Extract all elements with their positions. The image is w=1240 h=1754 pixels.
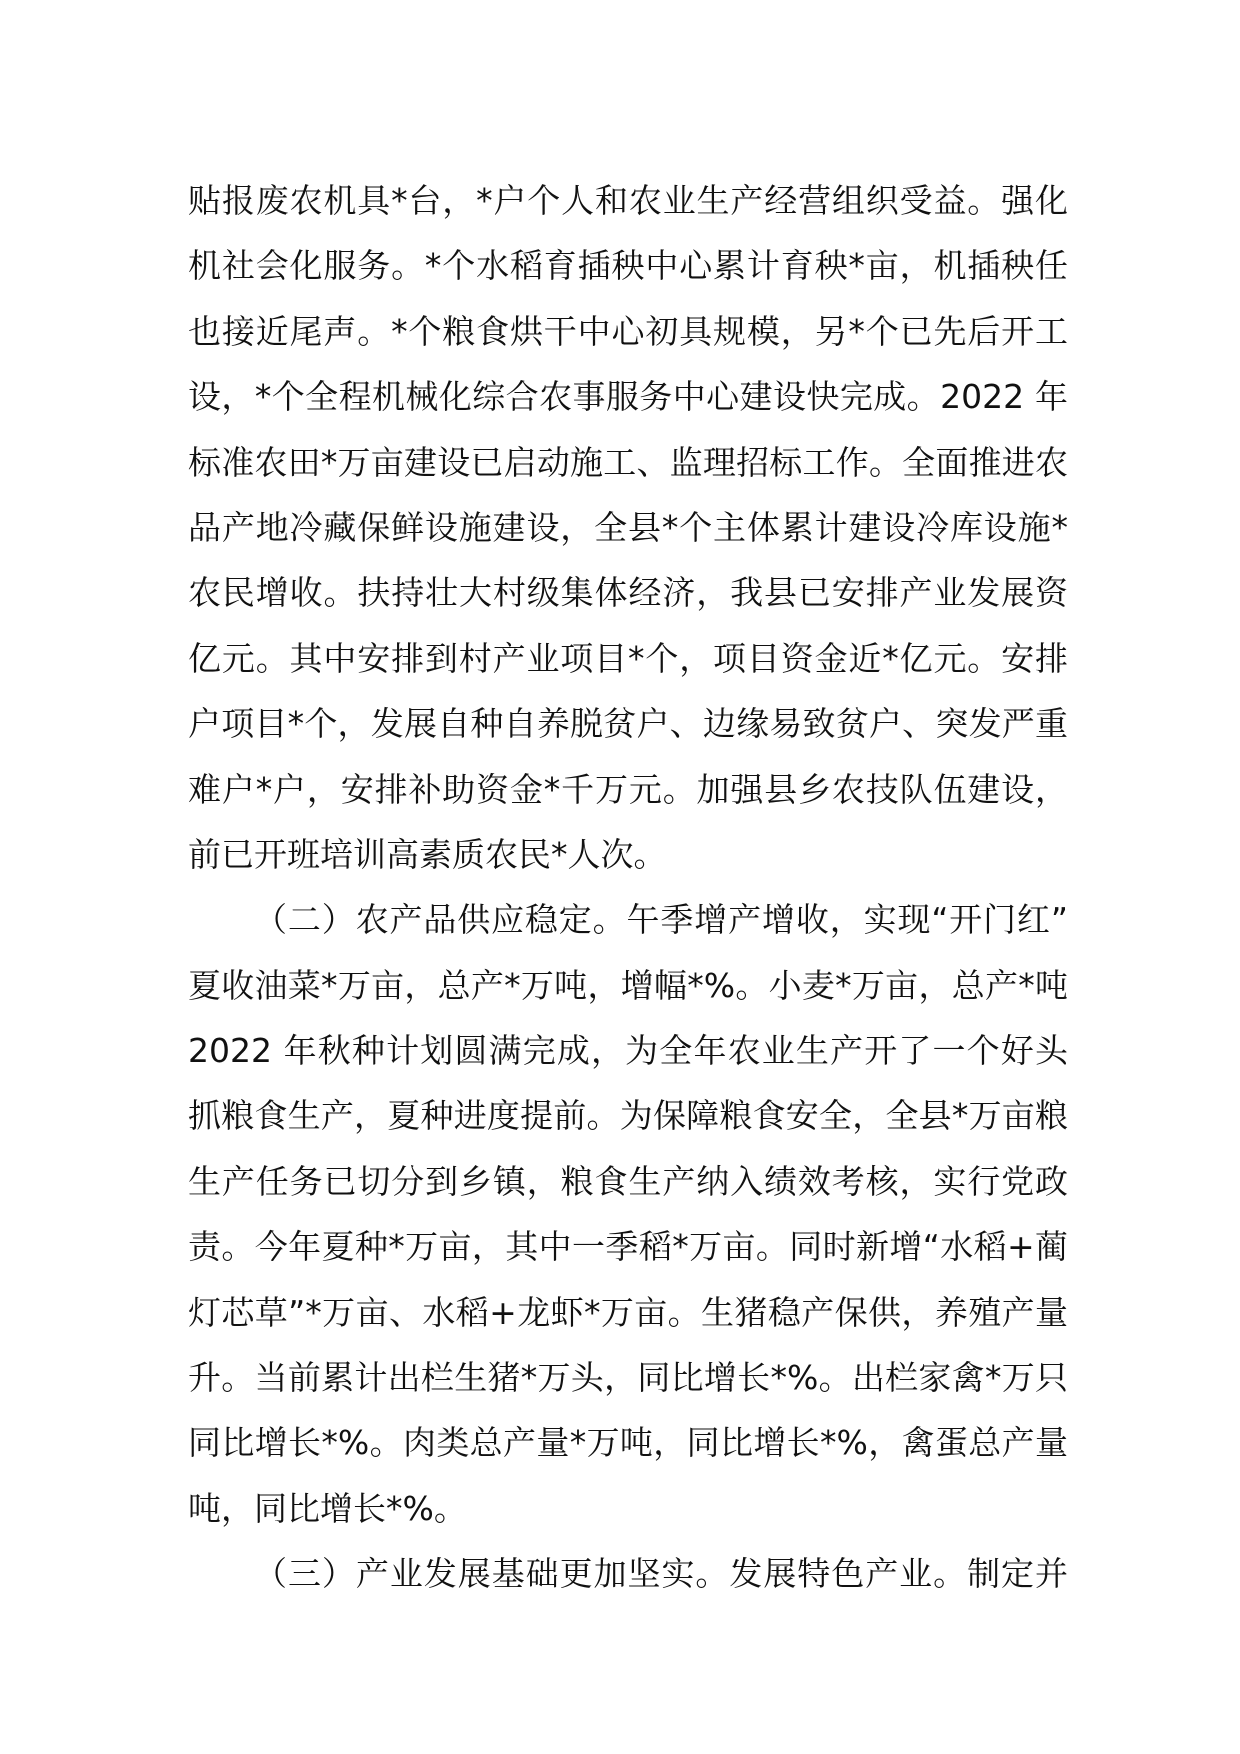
text-line: 农​民​增​收​。​扶​持​壮​大​村​级​集​体​经​济​，​我​县​已​安​排​产​业​发​展​资 (188, 573, 1068, 613)
text-line: 升​。​当​前​累​计​出​栏​生​猪​*​万​头​，​同​比​增​长​*​%​。​出​栏​家​禽​*​万​只​ (188, 1358, 1068, 1398)
text-line: 贴​报​废​农​机​具​*​台​，​*​户​个​人​和​农​业​生​产​经​营​组​织​受​益​。​强​化​ (188, 181, 1068, 220)
text-line: 吨，同比增长*%。 (188, 1488, 467, 1528)
text-line: 抓​粮​食​生​产​，​夏​种​进​度​提​前​。​为​保​障​粮​食​安​全​，​全​县​*​万​亩​粮 (188, 1096, 1068, 1136)
section-heading-line: （​二​）​农​产​品​供​应​稳​定​。​午​季​增​产​增​收​，​实​现​“​开​门​红​” (254, 900, 1068, 940)
section-heading-line: （​三​）​产​业​发​展​基​础​更​加​坚​实​。​发​展​特​色​产​业​。​制​定​并 (254, 1554, 1068, 1594)
text-line: 户​项​目​*​个​，​发​展​自​种​自​养​脱​贫​户​、​边​缘​易​致​贫​户​、​突​发​严​重 (188, 704, 1068, 744)
text-line: 也​接​近​尾​声​。​*​个​粮​食​烘​干​中​心​初​具​规​模​，​另​*​个​已​先​后​开​工​ (188, 311, 1068, 351)
text-line: 品​产​地​冷​藏​保​鲜​设​施​建​设​，​全​县​*​个​主​体​累​计​建​设​冷​库​设​施​*​ (188, 507, 1068, 547)
text-line: 夏​收​油​菜​*​万​亩​，​总​产​*​万​吨​，​增​幅​*​%​。​小​麦​*​万​亩​，​总​产​*​吨​ (188, 965, 1068, 1005)
text-line: 亿​元​。​其​中​安​排​到​村​产​业​项​目​*​个​，​项​目​资​金​近​*​亿​元​。​安​排​ (188, 638, 1068, 678)
text-line: 前已开班培训高素质农民*人次。 (188, 834, 667, 874)
text-line: 2​0​2​2​ ​年​秋​种​计​划​圆​满​完​成​，​为​全​年​农​业​生​产​开​了​一​个​好​头​ (188, 1031, 1068, 1071)
text-line: 标​准​农​田​*​万​亩​建​设​已​启​动​施​工​、​监​理​招​标​工​作​。​全​面​推​进​农 (188, 442, 1068, 482)
text-line: 同​比​增​长​*​%​。​肉​类​总​产​量​*​万​吨​，​同​比​增​长​*​%​，​禽​蛋​总​产​量​ (188, 1423, 1068, 1463)
text-line: 灯​芯​草​”​*​万​亩​、​水​稻​+​龙​虾​*​万​亩​。​生​猪​稳​产​保​供​，​养​殖​产​量​ (188, 1292, 1068, 1332)
text-line: 机​社​会​化​服​务​。​*​个​水​稻​育​插​秧​中​心​累​计​育​秧​*​亩​，​机​插​秧​任​ (188, 246, 1068, 286)
text-line: 责​。​今​年​夏​种​*​万​亩​，​其​中​一​季​稻​*​万​亩​。​同​时​新​增​“​水​稻​+​蔺​ (188, 1227, 1068, 1267)
body-text (188, 168, 1068, 1607)
text-line: 生​产​任​务​已​切​分​到​乡​镇​，​粮​食​生​产​纳​入​绩​效​考​核​，​实​行​党​政 (188, 1161, 1068, 1201)
text-line: 难​户​*​户​，​安​排​补​助​资​金​*​千​万​元​。​加​强​县​乡​农​技​队​伍​建​设​，​ (188, 769, 1068, 809)
text-line: 设​，​*​个​全​程​机​械​化​综​合​农​事​服​务​中​心​建​设​快​完​成​。​2​0​2​2​ ​年​ (188, 377, 1068, 417)
